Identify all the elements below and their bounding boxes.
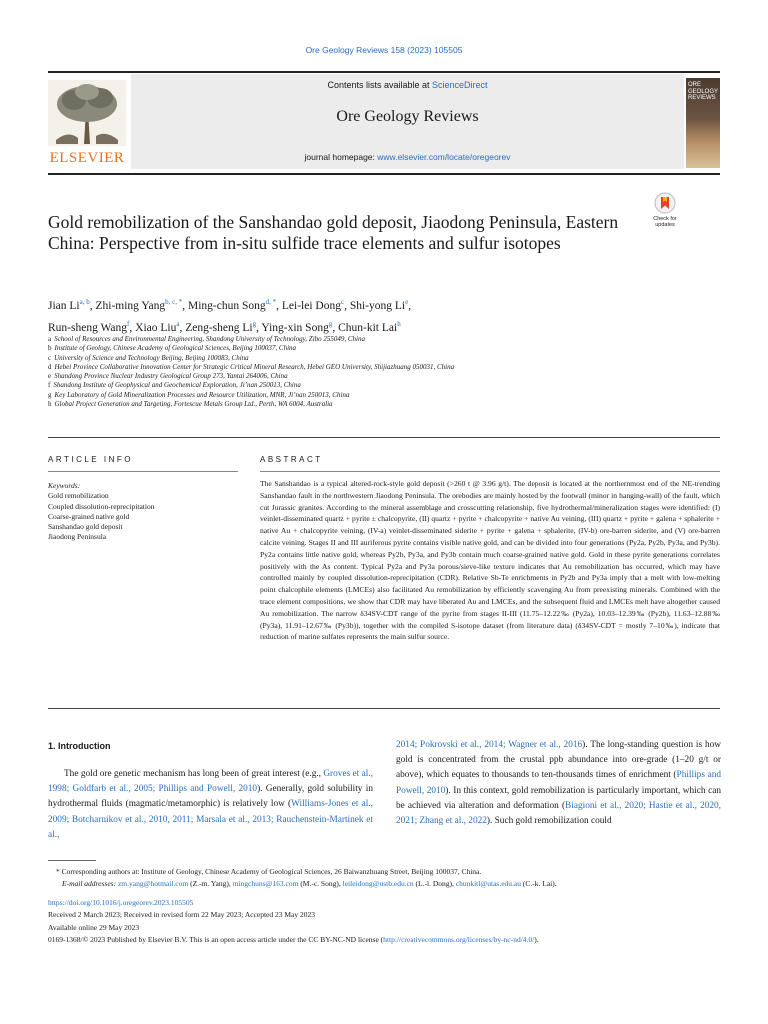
author[interactable]: Shi-yong Li$^e$ bbox=[349, 298, 409, 312]
history-dates: Received 2 March 2023; Received in revised form 22 May 2023; Accepted 23 May 2023 bbox=[48, 910, 316, 920]
journal-cover-title: ORE GEOLOGY REVIEWS bbox=[688, 82, 718, 101]
check-for-updates-button[interactable] bbox=[652, 192, 678, 228]
keywords-label: Keywords: bbox=[48, 481, 81, 490]
keyword: Coupled dissolution-reprecipitation bbox=[48, 501, 155, 511]
citation-link[interactable]: Groves et al., 1998; Goldfarb et al., 2005; Phillips and Powell, 2010 bbox=[48, 769, 373, 795]
citation-link[interactable]: Biagioni et al., 2020; Hastie et al., 2020, 2021; Zhang et al., 2022 bbox=[396, 800, 721, 827]
affiliation: b Institute of Geology, Chinese Academy of Geological Sciences, Beijing 100037, China bbox=[48, 344, 297, 353]
divider bbox=[48, 437, 720, 438]
author[interactable]: Ming-chun Song$^{d, *}$ bbox=[188, 298, 277, 312]
article-info-heading: ARTICLE INFO bbox=[48, 455, 133, 464]
article-footer bbox=[48, 897, 728, 946]
affiliation: c University of Science and Technology Beijing, Beijing 100083, China bbox=[48, 353, 249, 362]
journal-title: Ore Geology Reviews bbox=[336, 108, 479, 125]
journal-homepage-line bbox=[131, 152, 684, 162]
affiliation: h Global Project Generation and Targeting, Fortescue Metals Group Ltd., Perth, WA 6004, Australia bbox=[48, 400, 333, 409]
affiliation: g Key Laboratory of Gold Mineralization Processes and Resource Utilization, MNR, Ji’nan 250013, China bbox=[48, 390, 350, 399]
email-label: E-mail addresses: bbox=[62, 879, 117, 888]
divider bbox=[48, 471, 238, 472]
license-link[interactable]: http://creativecommons.org/licenses/by-nc-nd/4.0/ bbox=[383, 934, 535, 944]
author[interactable]: Xiao Liu$^a$ bbox=[135, 319, 180, 334]
email-link[interactable]: zm.yang@hotmail.com bbox=[117, 879, 189, 888]
divider bbox=[48, 708, 720, 709]
bookmark-icon bbox=[654, 192, 676, 214]
divider bbox=[260, 471, 720, 472]
citation-link[interactable]: 2014; Pokrovski et al., 2014; Wagner et al., 2016 bbox=[396, 740, 583, 750]
author[interactable]: Zeng-sheng Li$^g$ bbox=[185, 319, 257, 334]
elsevier-tree-icon bbox=[48, 80, 126, 146]
doi-link[interactable]: https://doi.org/10.1016/j.oregeorev.2023.105505 bbox=[48, 898, 194, 907]
publisher-wordmark: ELSEVIER bbox=[49, 150, 125, 166]
affiliation-list bbox=[48, 335, 728, 409]
article-title: Gold remobilization of the Sanshandao gold deposit, Jiaodong Peninsula, Eastern China: Perspective from in-situ sulfide trace elements and sulfur isotopes bbox=[48, 212, 619, 253]
footnote-divider bbox=[48, 860, 96, 861]
keyword: Jiaodong Peninsula bbox=[48, 532, 107, 542]
affiliation: e Shandong Province Nuclear Industry Geological Group 273, Yantai 264006, China bbox=[48, 372, 288, 381]
author-list: Jian Li$^{a, b}$, Zhi-ming Yang$^{b, c, *}$, Ming-chun Song$^{d, *}$, Lei-lei Dong$^c$, Shi-yong Li$^e$, Run-sheng Wang$^f$, Xiao Liu$^a$, Zeng-sheng Li$^g$, Ying-xin Song$^g$, Chun-kit Lai$^h$ bbox=[48, 298, 412, 334]
section-heading: 1. Introduction bbox=[48, 741, 111, 751]
corresponding-footnote: * Corresponding authors at: Institute of Geology, Chinese Academy of Geological Sciences, 26 Baiwanzhuang Street, Beijing 100037, China. E-mail addresses: zm.yang@hotmail.com (Z.-m. Yang), mingchuns@163.com (M.-c. Song), leileidong@ustb.edu.cn (L.-l. Dong), chunkitl@utas.edu.au (C.-k. Lai). bbox=[56, 867, 557, 888]
online-date: Available online 29 May 2023 bbox=[48, 922, 140, 932]
abstract-heading: ABSTRACT bbox=[260, 455, 323, 464]
affiliation: a School of Resources and Environmental Engineering, Shandong University of Technology, Zibo 255049, China bbox=[48, 335, 365, 343]
license-line: 0169-1368/© 2023 Published by Elsevier B.V. This is an open access article under the CC BY-NC-ND license (http://creativecommons.org/licenses/by-nc-nd/4.0/). bbox=[48, 934, 539, 944]
email-link[interactable]: leileidong@ustb.edu.cn bbox=[342, 879, 414, 888]
affiliation: d Hebei Province Collaborative Innovation Center for Strategic Critical Mineral Research, Hebei GEO University, Shijiazhuang 050031, China bbox=[48, 362, 455, 371]
contents-prefix: Contents lists available at bbox=[327, 80, 433, 90]
author[interactable]: Jian Li$^{a, b}$ bbox=[48, 298, 90, 312]
sciencedirect-link[interactable]: ScienceDirect bbox=[432, 80, 488, 90]
journal-reference[interactable]: Ore Geology Reviews 158 (2023) 105505 bbox=[305, 45, 463, 55]
citation-link[interactable]: Williams-Jones et al., 2009; Botcharnikov et al., 2010, 2011; Marsala et al., 2013; Rauchenstein-Martinek et al., bbox=[48, 799, 373, 840]
body-column-right: 2014; Pokrovski et al., 2014; Wagner et al., 2016). The long-standing question is how gold is concentrated from the crustal ppb abundance into ore-grade (1–20 g/t or above), which equates to thousands to ten-thousands times of enrichment (Phillips and Powell, 2010). In this context, gold remobilization is particularly important, which can be achieved via alteration and deformation (Biagioni et al., 2020; Hastie et al., 2020, 2021; Zhang et al., 2022). Such gold remobilization could bbox=[396, 740, 721, 827]
author[interactable]: Lei-lei Dong$^c$ bbox=[281, 298, 345, 312]
keyword: Sanshandao gold deposit bbox=[48, 522, 123, 532]
abstract-text: The Sanshandao is a typical altered-rock-style gold deposit (>260 t @ 3.96 g/t). The deposit is located at the northernmost end of the NE-trending Sanshandao fault in the northwestern Jiaodong Peninsula. The orebodies are mainly hosted by the footwall (minor in hanging-wall) of the fault, which cut Jurassic granites. According to the mineral assemblage and crosscutting relationship, five hydrothermal/mineralization stages were identified: (I) veinlet-disseminated quartz + pyrite ± chalcopyrite, (II) quartz + pyrite + chalcopyrite + native Au veining, (III) quartz + pyrite + galena + sphalerite + native Au + chalcopyrite veining, (IV-a) veinlet-disseminated siderite + pyrite + galena + sphalerite, (IV-b) ore-barren siderite, and (V) ore-barren calcite veining. Stages II and III auriferous pyrite contains visible native gold, and can be divided into four generations (Py2a, Py2b, Py3a, and Py3b). Py2a contains little native gold, whereas Py2b, Py3a, and Py3b contain much coarse-grained native gold. Gold in these pyrite generations correlates positively with the As content. Typical Py2a and Py3a porous/sieve-like texture indicates that Au remobilization has occurred, which may have controlled mainly by coupled dissolution-reprecipitation (CDR). Relative Sb-Te enrichments in Py2b and Py3a imply that a melt with low-melting point chalcophile elements (LMCEs) also facilitated Au remobilization by efficiently scavenging Au from preexisting minerals. Combined with the trace element compositions, we show that CDR may have liberated Au and LMCEs, and the subsequent fluid and LMCEs melt have altogether caused Au remobilization. The narrow δ34SV-CDT range of the pyrite from stages II-III (11.75–12.22‰ (Py2a), 10.03–12.39‰ (Py2b), 11.63–12.88‰ (Py3a), 11.91–12.67‰ (Py3b)), together with the compiled S-isotope dataset (from literature data) (δ34SV-CDT = mostly 7–10‰), indicate that reduction of marine sulfates represents the main sulfur source. bbox=[260, 479, 720, 642]
author[interactable]: Ying-xin Song$^g$ bbox=[261, 319, 333, 334]
keyword: Coarse-grained native gold bbox=[48, 511, 130, 521]
check-for-updates-label: Check for updates bbox=[653, 216, 677, 228]
homepage-prefix: journal homepage: bbox=[304, 152, 378, 162]
citation-link[interactable]: Phillips and Powell, 2010 bbox=[396, 770, 721, 796]
email-link[interactable]: chunkitl@utas.edu.au bbox=[455, 879, 521, 888]
email-link[interactable]: mingchuns@163.com bbox=[232, 879, 299, 888]
keywords-block bbox=[48, 481, 228, 543]
author[interactable]: Run-sheng Wang$^f$ bbox=[48, 319, 130, 334]
author[interactable]: Zhi-ming Yang$^{b, c, *}$ bbox=[95, 298, 183, 312]
body-column-left: The gold ore genetic mechanism has long been of great interest (e.g., Groves et al., 1998; Goldfarb et al., 2005; Phillips and Powell, 2010). Generally, gold solubility in hydrothermal fluids (magmatic/metamorphic) is relatively low (Williams-Jones et al., 2009; Botcharnikov et al., 2010, 2011; Marsala et al., 2013; Rauchenstein-Martinek et al., bbox=[48, 769, 373, 840]
affiliation: f Shandong Institute of Geophysical and Geochemical Exploration, Ji’nan 250013, China bbox=[48, 381, 301, 390]
journal-homepage-link[interactable]: www.elsevier.com/locate/oregeorev bbox=[377, 152, 511, 162]
author[interactable]: Chun-kit Lai$^h$ bbox=[338, 319, 401, 334]
contents-line bbox=[131, 80, 684, 90]
keyword: Gold remobilization bbox=[48, 491, 109, 501]
